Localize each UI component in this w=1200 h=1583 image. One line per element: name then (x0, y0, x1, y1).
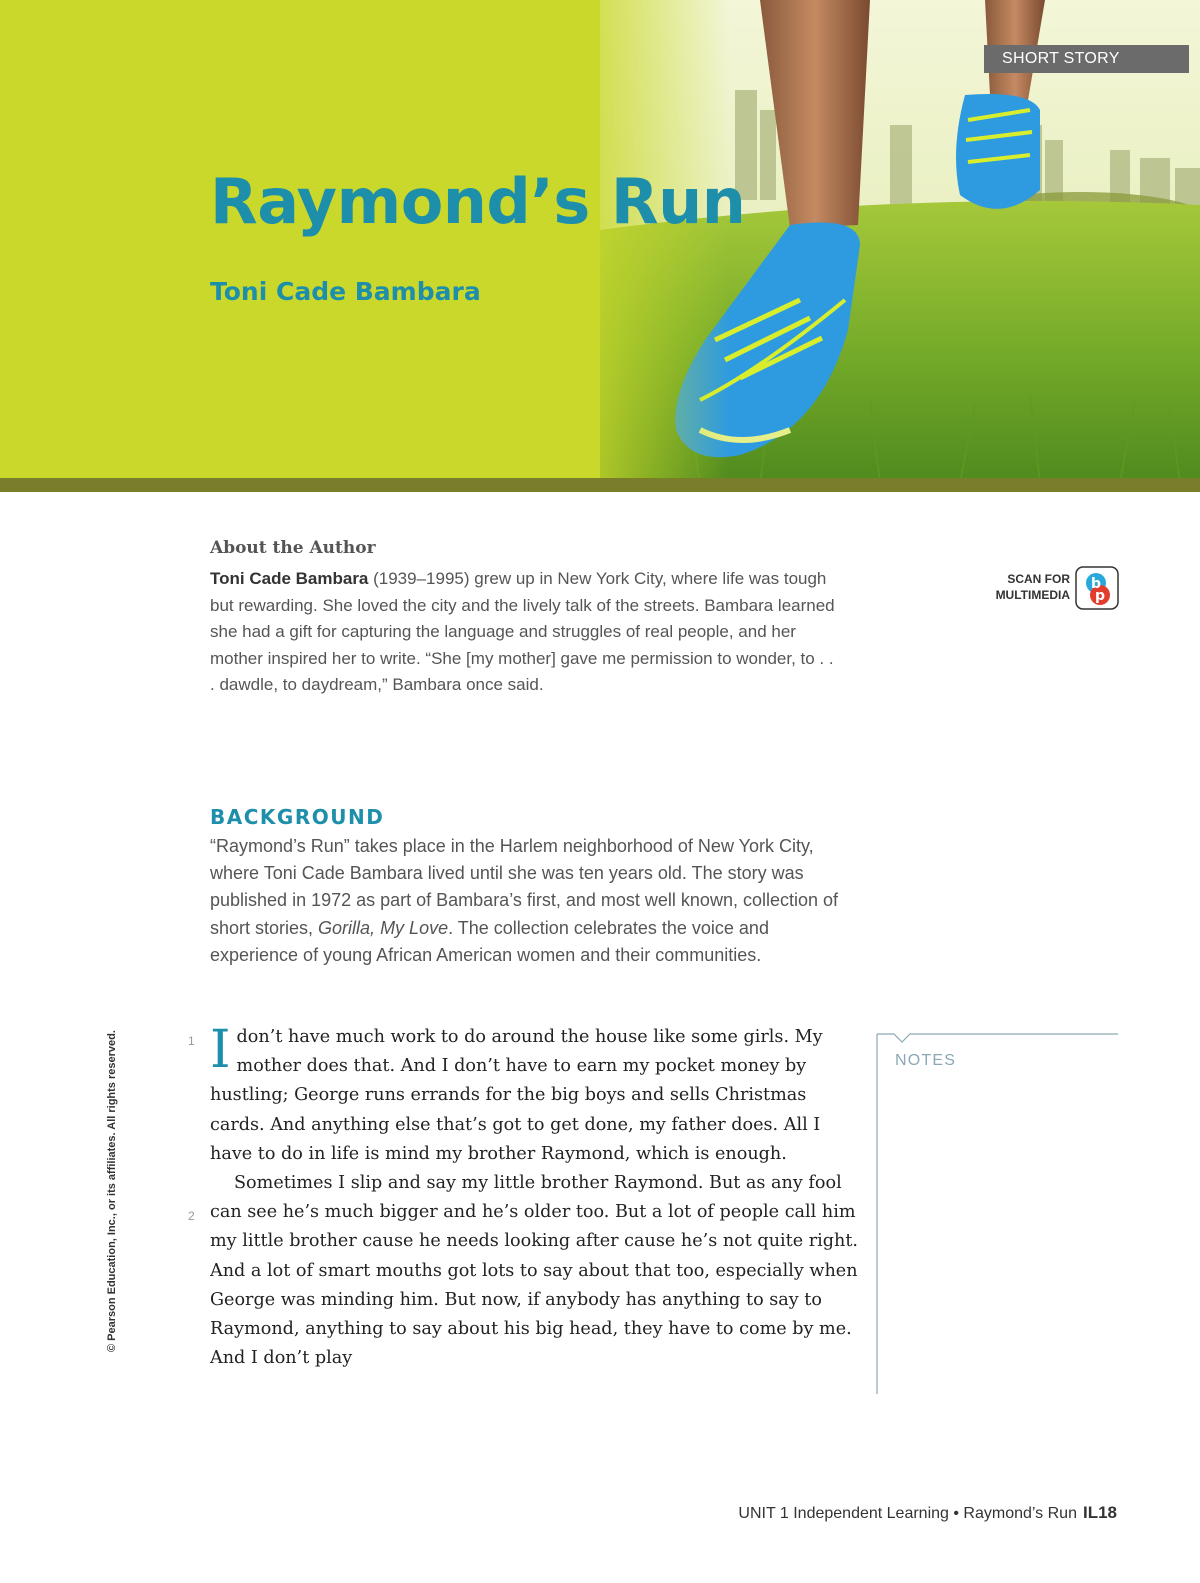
story-paragraph-1: I don’t have much work to do around the house like some girls. My mother does that. And I don’t have to earn my pocket money by hustling; George runs errands for the big boys and sells Christmas cards. And anything else that’s got to get done, my father does. All I have to do in life is mind my brother Raymond, which is enough. (210, 1020, 823, 1164)
drop-cap: I (210, 1020, 231, 1080)
story-paragraph-2: Sometimes I slip and say my little brother Raymond. But as any fool can see he’s much bigger and he’s older too. But a lot of people call him my little brother cause he needs looking after cause he’s not quite right. And a lot of smart mouths got lots to say about that too, especially when George was minding him. But now, if anybody has anything to say to Raymond, anything to say about his big head, they have to come by me. And I don’t play (210, 1173, 859, 1369)
author-name: Toni Cade Bambara (210, 569, 369, 588)
story-title: Raymond’s Run (210, 165, 746, 238)
banner-divider (0, 478, 1200, 492)
copyright-notice: © Pearson Education, Inc., or its affiliates. All rights reserved. (106, 1030, 118, 1352)
notes-label: NOTES (895, 1052, 957, 1069)
hero-banner (0, 0, 1200, 483)
book-title: Gorilla, My Love (318, 917, 449, 938)
about-author-text (210, 566, 840, 699)
story-author: Toni Cade Bambara (210, 277, 481, 306)
scan-for-multimedia[interactable] (984, 566, 1120, 610)
scan-label: SCAN FOR MULTIMEDIA (995, 572, 1070, 602)
background-text: “Raymond’s Run” takes place in the Harlem neighborhood of New York City, where Toni Cade Bambara lived until she was ten years old. The story was published in 1972 as part of Bambara’s first, and most well known, collection of short stories, Gorilla, My Love. The collection celebrates the voice and experience of young African American women and their communities. (210, 836, 839, 965)
background-heading: BACKGROUND (210, 805, 385, 829)
story-type-tag: SHORT STORY (984, 45, 1189, 73)
footer-text: UNIT 1 Independent Learning • Raymond’s Run (738, 1505, 1077, 1522)
author-bio: (1939–1995) grew up in New York City, where life was tough but rewarding. She loved the city and the lively talk of the streets. Bambara learned she had a gift for capturing the language and struggles of real people, and her mother inspired her to write. “She [my mother] gave me permission to wonder, to . . . dawdle, to daydream,” Bambara once said. (210, 569, 835, 694)
story-body (210, 1020, 860, 1373)
bp-logo-icon (1075, 566, 1119, 610)
svg-text:b: b (1090, 576, 1102, 592)
page-footer (738, 1503, 1117, 1523)
about-author-heading: About the Author (210, 538, 376, 558)
paragraph-number: 2 (188, 1209, 195, 1223)
svg-text:p: p (1094, 588, 1106, 604)
notes-box[interactable] (872, 1028, 1122, 1398)
paragraph-number: 1 (188, 1034, 195, 1048)
page-number: IL18 (1082, 1503, 1117, 1522)
